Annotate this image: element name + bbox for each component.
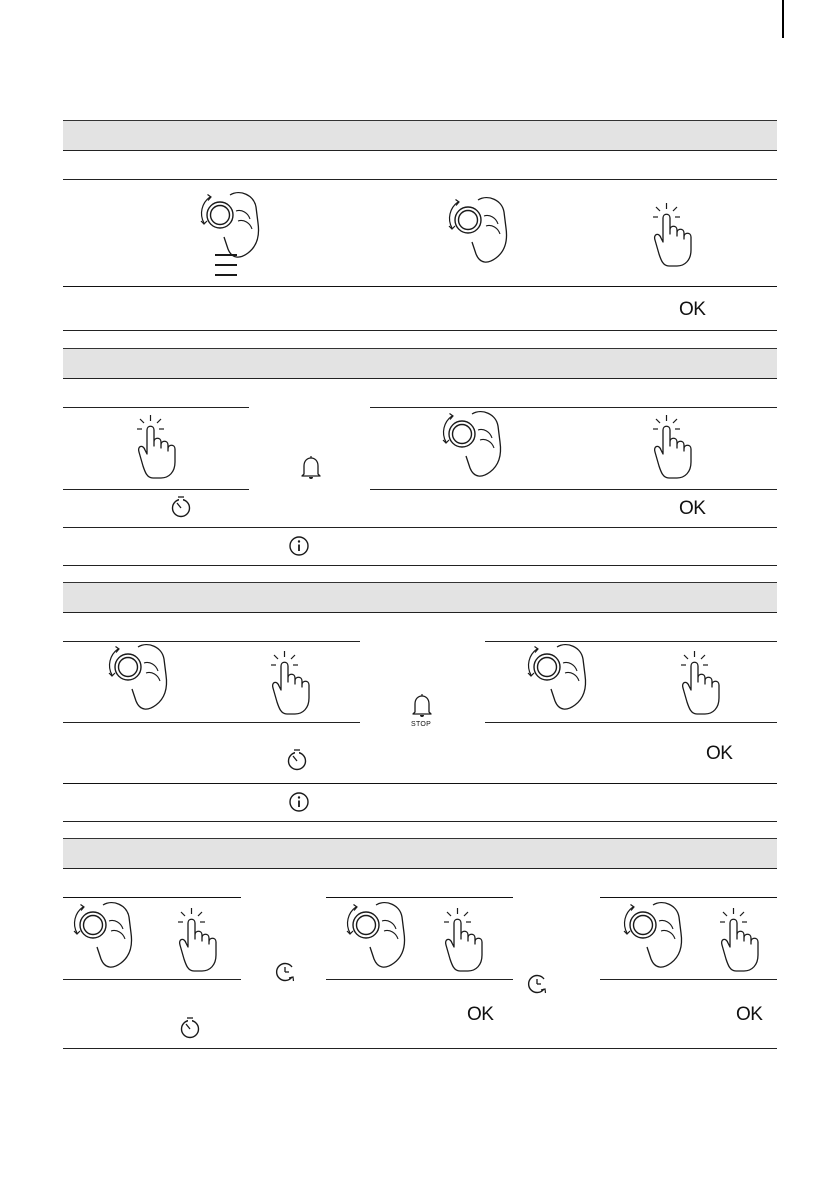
ok-label: OK	[679, 299, 706, 320]
bell-icon	[311, 468, 312, 469]
ok-label: OK	[679, 498, 706, 519]
table-divider	[63, 330, 777, 331]
table-divider	[370, 489, 777, 490]
table-divider	[63, 722, 360, 723]
section-header-band	[63, 838, 777, 869]
info-icon	[299, 546, 300, 547]
knob-rotate-icon	[643, 925, 644, 926]
stop-label: STOP	[411, 721, 432, 728]
table-divider	[485, 641, 777, 642]
ok-label: OK	[736, 1004, 763, 1025]
bell-stop-icon	[422, 706, 423, 707]
finger-press-icon	[190, 927, 191, 928]
section-header-band	[63, 120, 777, 151]
ok-label: OK	[706, 743, 733, 764]
table-divider	[63, 286, 777, 287]
table-divider	[63, 565, 777, 566]
table-divider	[63, 897, 241, 898]
table-divider	[370, 407, 777, 408]
table-divider	[600, 979, 777, 980]
section-header-band	[63, 582, 777, 613]
table-divider	[63, 489, 249, 490]
finger-press-icon	[732, 927, 733, 928]
section-header-band	[63, 348, 777, 379]
menu-icon	[215, 255, 216, 256]
table-divider	[63, 821, 777, 822]
finger-press-icon	[693, 670, 694, 671]
knob-rotate-icon	[128, 667, 129, 668]
finger-press-icon	[665, 222, 666, 223]
table-divider	[485, 722, 777, 723]
table-divider	[63, 783, 777, 784]
timer-icon	[181, 508, 182, 509]
page-edge-line	[782, 0, 784, 38]
ok-label: OK	[467, 1004, 494, 1025]
knob-rotate-icon	[462, 434, 463, 435]
table-divider	[600, 897, 777, 898]
table-divider	[63, 979, 241, 980]
finger-press-icon	[665, 434, 666, 435]
table-divider	[326, 979, 513, 980]
knob-rotate-icon	[468, 220, 469, 221]
clock-icon	[537, 984, 538, 985]
finger-press-icon	[149, 434, 150, 435]
finger-press-icon	[456, 927, 457, 928]
knob-rotate-icon	[547, 667, 548, 668]
knob-rotate-icon	[93, 925, 94, 926]
timer-icon	[190, 1029, 191, 1030]
clock-icon	[285, 972, 286, 973]
table-divider	[63, 179, 777, 180]
knob-rotate-icon	[366, 925, 367, 926]
timer-icon	[297, 761, 298, 762]
finger-press-icon	[283, 670, 284, 671]
table-divider	[63, 1048, 777, 1049]
table-divider	[63, 641, 360, 642]
info-icon	[299, 802, 300, 803]
table-divider	[63, 407, 249, 408]
knob-rotate-icon	[220, 215, 221, 216]
table-divider	[63, 527, 777, 528]
table-divider	[326, 897, 513, 898]
